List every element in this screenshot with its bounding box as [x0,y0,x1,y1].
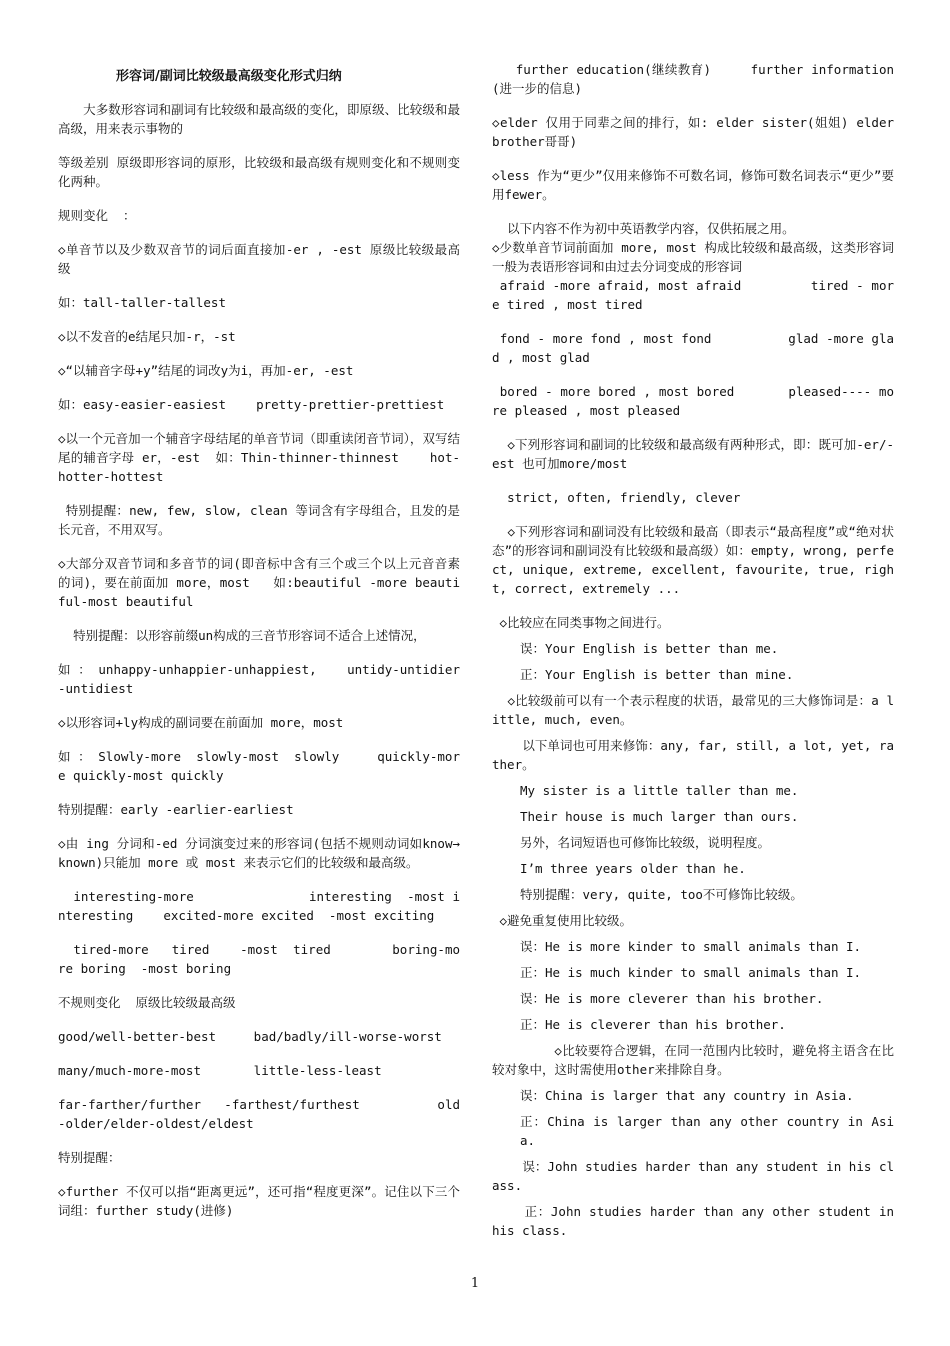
left-column [58,100,460,1235]
paragraph: 大多数形容词和副词有比较级和最高级的变化，即原级、比较级和最高级，用来表示事物的 [58,102,460,136]
example-correct: 正：He is cleverer than his brother. [520,1017,786,1032]
paragraph: ◇以形容词+ly构成的副词要在前面加 more，most [58,715,344,730]
paragraph: 另外，名词短语也可修饰比较级，说明程度。 [520,835,771,850]
paragraph: 等级差别 原级即形容词的原形，比较级和最高级有规则变化和不规则变化两种。 [58,155,460,189]
paragraph: ◇以不发音的e结尾只加-r，-st [58,329,236,344]
paragraph: 特别提醒：以形容前缀un构成的三音节形容词不适合上述情况， [58,628,426,643]
paragraph: ◇下列形容词和副词没有比较级和最高（即表示“最高程度”或“绝对状态”的形容词和副词没有比较级和最高级）如：empty, wrong, perfect, unique, extreme, excellent, favourite, true, right, correct, extremely ... [492,524,894,596]
example-wrong: 误：John studies harder than any student in his class. [492,1159,894,1193]
paragraph: 以下单词也可用来修饰：any, far, still, a lot, yet, rather。 [492,738,894,772]
paragraph: ◇less 作为“更少”仅用来修饰不可数名词，修饰可数名词表示“更少”要用fewer。 [492,168,894,202]
paragraph: ◇比较应在同类事物之间进行。 [492,615,670,630]
paragraph: ◇下列形容词和副词的比较级和最高级有两种形式，即：既可加-er/-est 也可加more/most [492,437,894,471]
example-correct: 正：China is larger than any other country in Asia. [520,1114,894,1148]
paragraph: tired-more tired -most tired boring-more boring -most boring [58,942,460,976]
paragraph: good/well-better-best bad/badly/ill-worse-worst [58,1029,442,1044]
example-correct: 正：John studies harder than any other student in his class. [492,1204,902,1238]
paragraph: interesting-more interesting -most interesting excited-more excited -most exciting [58,889,460,923]
page-number: 1 [470,1276,480,1291]
page-title: 形容词/副词比较级最高级变化形式归纳 [116,69,342,84]
paragraph: 如 ： unhappy-unhappier-unhappiest, untidy-untidier-untidiest [58,662,460,696]
paragraph: ◇大部分双音节词和多音节的词(即音标中含有三个或三个以上元音音素的词)，要在前面加 more，most 如:beautiful -more beautiful-most beautiful [58,556,460,609]
example-sentence: My sister is a little taller than me. [520,783,799,798]
paragraph: far-farther/further -farthest/furthest old-older/elder-oldest/eldest [58,1097,460,1131]
paragraph: 特别提醒：new, few, slow, clean 等词含有字母组合，且发的是长元音，不用双写。 [58,503,460,537]
paragraph: many/much-more-most little-less-least [58,1063,382,1078]
example-wrong: 误：He is more kinder to small animals than I. [520,939,862,954]
paragraph: ◇以一个元音加一个辅音字母结尾的单音节词（即重读闭音节词），双写结尾的辅音字母 er，-est 如：Thin-thinner-thinnest hot-hotter-hottest [58,431,460,484]
paragraph: ◇避免重复使用比较级。 [492,913,633,928]
paragraph: 特别提醒：early -earlier-earliest [58,802,294,817]
paragraph: ◇比较级前可以有一个表示程度的状语，最常见的三大修饰词是：a little, much, even。 [492,693,894,727]
paragraph: fond - more fond , most fond glad -more glad , most glad [492,331,894,365]
paragraph: ◇further 不仅可以指“距离更远”，还可指“程度更深”。记住以下三个词组：further study(进修) [58,1184,460,1218]
paragraph: 如：easy-easier-easiest pretty-prettier-prettiest [58,397,445,412]
paragraph: ◇比较要符合逻辑，在同一范围内比较时，避免将主语含在比较对象中，这时需使用other来排除自身。 [492,1043,894,1077]
example-wrong: 误：China is larger that any country in Asia. [520,1088,854,1103]
example-correct: 正：Your English is better than mine. [520,667,794,682]
example-sentence: I’m three years older than he. [520,861,746,876]
right-column [492,60,902,1247]
paragraph: bored - more bored , most bored pleased---- more pleased , most pleased [492,384,894,418]
paragraph: 特别提醒：very, quite, too不可修饰比较级。 [520,887,803,902]
example-correct: 正：He is much kinder to small animals than I. [520,965,862,980]
example-wrong: 误：Your English is better than me. [520,641,779,656]
paragraph: ◇“以辅音字母+y”结尾的词改y为i，再加-er, -est [58,363,354,378]
paragraph: strict, often, friendly, clever [492,490,741,505]
paragraph: 如 ： Slowly-more slowly-most slowly quickly-more quickly-most quickly [58,749,460,783]
paragraph: 不规则变化 原级比较级最高级 [58,995,236,1010]
paragraph: further education(继续教育) further information (进一步的信息) [492,62,902,96]
paragraph: ◇由 ing 分词和-ed 分词演变过来的形容词(包括不规则动词如know→known)只能加 more 或 most 来表示它们的比较级和最高级。 [58,836,460,870]
paragraph: ◇elder 仅用于同辈之间的排行，如: elder sister(姐姐) elder brother哥哥) [492,115,902,149]
paragraph: ◇单音节以及少数双音节的词后面直接加-er , -est 原级比较级最高级 [58,242,460,276]
paragraph: 特别提醒： [58,1150,121,1165]
paragraph: 如：tall-taller-tallest [58,295,226,310]
paragraph: 规则变化 ： [58,208,136,223]
example-wrong: 误：He is more cleverer than his brother. [520,991,824,1006]
example-sentence: Their house is much larger than ours. [520,809,799,824]
paragraph: 以下内容不作为初中英语教学内容，仅供拓展之用。 ◇少数单音节词前面加 more, most 构成比较级和最高级，这类形容词一般为表语形容词和由过去分词变成的形容词 afraid -more afraid, most afraid tired - more tired , most tired [492,221,894,312]
